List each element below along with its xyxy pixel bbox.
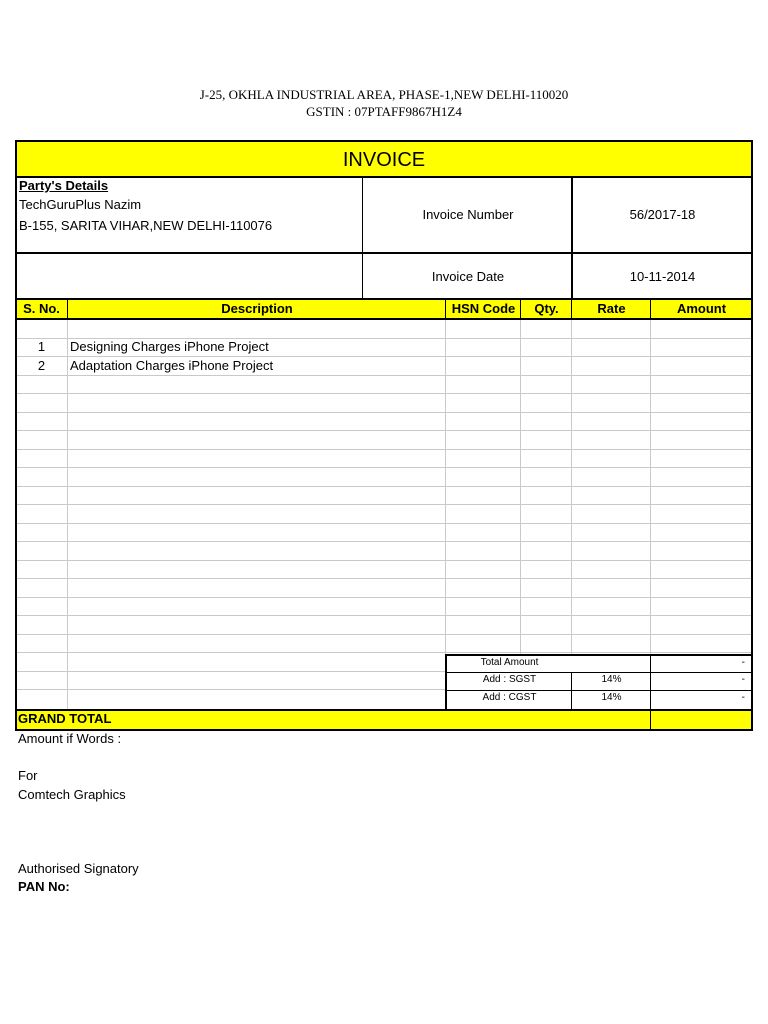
grid-row-line [17,523,751,524]
table-row-2-description: Adaptation Charges iPhone Project [70,358,274,373]
total-amount-value: - [741,657,745,668]
grid-row-line [17,393,751,394]
totals-amount-divider [650,654,651,730]
info-divider-2 [571,177,573,299]
grid-row-line [17,671,445,672]
grid-row-line [17,338,751,339]
grid-column-line [650,319,651,654]
grid-row-line [17,467,751,468]
totals-top-line [445,654,752,656]
col-divider-h2 [445,299,446,319]
sgst-value: - [741,674,745,685]
col-divider-h1 [67,299,68,319]
grid-row-line [17,560,751,561]
grid-row-line [17,504,751,505]
company-address: J-25, OKHLA INDUSTRIAL AREA, PHASE-1,NEW DELHI-110020 [199,87,569,102]
table-row-2-sno: 2 [37,358,46,373]
invoice-title: INVOICE [342,149,426,171]
header-amount: Amount [676,301,727,316]
grid-row-line [17,375,751,376]
total-amount-label: Total Amount [480,657,539,668]
table-row-1-sno: 1 [37,339,46,354]
grid-row-line [17,597,751,598]
for-label: For [18,768,38,783]
authorised-signatory: Authorised Signatory [18,861,139,876]
party-address: B-155, SARITA VIHAR,NEW DELHI-110076 [19,218,273,233]
col-divider-h5 [650,299,651,319]
grid-row-line [17,578,751,579]
sgst-label: Add : SGST [482,674,537,685]
invoice-date-value: 10-11-2014 [629,269,696,284]
totals-line-2 [445,690,752,691]
frame-bottom [15,729,753,731]
invoice-number-label: Invoice Number [422,207,514,222]
grid-row-line [17,486,751,487]
party-details-label: Party's Details [19,178,109,193]
totals-line-1 [445,672,752,673]
amount-in-words: Amount if Words : [18,731,122,746]
grid-row-line [17,689,445,690]
cgst-rate: 14% [601,692,622,703]
header-qty: Qty. [534,301,559,316]
header-bottom-line [15,318,753,320]
grid-row-line [17,449,751,450]
grand-total-label: GRAND TOTAL [18,711,112,726]
company-gstin: GSTIN : 07PTAFF9867H1Z4 [306,104,462,119]
grid-column-line [520,319,521,654]
grid-row-line [17,541,751,542]
header-rate: Rate [597,301,626,316]
frame-top [15,140,753,142]
grid-row-line [17,634,751,635]
frame-left [15,140,17,731]
info-divider-1 [362,177,363,299]
info-row-divider [15,252,753,254]
grand-total-bar [16,710,752,730]
grid-row-line [17,430,751,431]
col-divider-h3 [520,299,521,319]
totals-rate-divider [571,672,572,709]
company-name: Comtech Graphics [18,787,126,802]
grid-row-line [17,615,751,616]
grid-column-line [445,319,446,654]
cgst-label: Add : CGST [482,692,537,703]
grid-column-line [571,319,572,654]
invoice-number-value: 56/2017-18 [629,207,696,222]
grid-row-line [17,356,751,357]
grid-row-line [17,412,751,413]
grand-total-top-line [15,709,753,711]
table-row-1-description: Designing Charges iPhone Project [70,339,269,354]
header-hsn: HSN Code [451,301,516,316]
cgst-value: - [741,692,745,703]
grid-row-line [17,652,751,653]
header-sno: S. No. [23,301,60,316]
frame-right [751,140,753,731]
sgst-rate: 14% [601,674,622,685]
pan-number: PAN No: [18,879,70,894]
title-divider [15,176,753,178]
totals-left-line [445,654,447,710]
header-top-line [15,298,753,300]
grid-column-line [67,319,68,709]
header-description: Description [221,301,293,316]
col-divider-h4 [571,299,572,319]
invoice-date-label: Invoice Date [431,269,505,284]
party-name: TechGuruPlus Nazim [19,197,142,212]
